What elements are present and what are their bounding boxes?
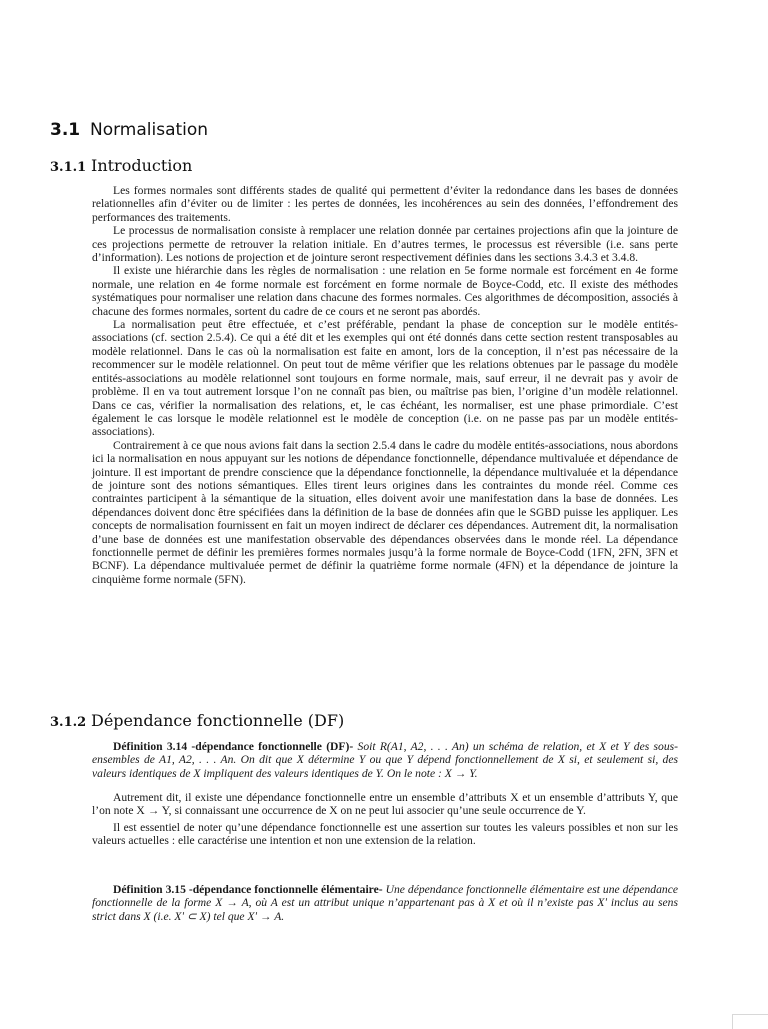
df-body <box>92 791 678 848</box>
definition-body: Soit R(A1, A2, . . . An) un schéma de relation, et X et Y des sous-ensembles de A1, A2, . . . An. On dit que X détermine Y ou que Y dépend fonctionnellement de X si, et seulement si, des valeurs identiques de X impliquent des valeurs identiques de Y. On le note : X → Y. <box>92 740 679 780</box>
paragraph: Il est essentiel de noter qu’une dépendance fonctionnelle est une assertion sur toutes les valeurs possibles et non sur les valeurs actuelles : elle caractérise une intention et non une extension de la relation. <box>92 820 678 848</box>
definition-text <box>92 883 678 923</box>
definition-3-15 <box>92 883 678 923</box>
subsection-number: 3.1.1 <box>50 160 87 175</box>
subsection-heading-df <box>50 711 344 730</box>
paragraph: Les formes normales sont différents stades de qualité qui permettent d’éviter la redondance dans les bases de données relationnelles afin d’éviter ou de limiter : les pertes de données, les incohérences au sein des données, l’effondrement des performances des traitements. <box>92 184 678 224</box>
paragraph: Il existe une hiérarchie dans les règles de normalisation : une relation en 5e forme normale est forcément en 4e forme normale, une relation en 4e forme normale est forcément en forme normale de Boyce-Codd, etc. Il existe des méthodes systématiques pour normaliser une relation dans chacune des formes normales. Ces algorithmes de décomposition, associés à chacune des formes normales, sortent du cadre de ce cours et ne seront pas abordés. <box>92 264 678 318</box>
definition-text <box>92 740 678 780</box>
section-title: Normalisation <box>90 120 209 140</box>
subsection-number: 3.1.2 <box>50 715 87 730</box>
subsection-title: Dépendance fonctionnelle (DF) <box>91 711 345 730</box>
section-number: 3.1 <box>50 120 81 140</box>
introduction-body <box>92 184 678 586</box>
definition-heading: Définition 3.15 -dépendance fonctionnelle élémentaire- <box>113 883 383 896</box>
page-corner-decoration <box>732 1014 768 1029</box>
paragraph: La normalisation peut être effectuée, et c’est préférable, pendant la phase de conception sur le modèle entités-associations (cf. section 2.5.4). Ce qui a été dit et les exemples qui ont été donnés dans cette section restent transposables au modèle relationnel. Dans le cas où la normalisation est faite en amont, lors de la conception, il n’est pas nécessaire de la recommencer sur le modèle relationnel. On peut tout de même vérifier que les relations obtenues par le passage du modèle entités-associations au modèle relationnel sont toujours en forme normale, mais, sauf erreur, il ne devrait pas y avoir de problème. Il en va tout autrement lorsque l’on ne connaît pas bien, ou maîtrise pas bien, l’origine d’un modèle relationnel. Dans ce cas, vérifier la normalisation des relations, et, le cas échéant, les normaliser, est une phase primordiale. C’est également le cas lorsque le modèle relationnel est le modèle de conception (i.e. on ne passe pas par un modèle entités-associations). <box>92 318 678 439</box>
paragraph: Contrairement à ce que nous avions fait dans la section 2.5.4 dans le cadre du modèle entités-associations, nous abordons ici la normalisation en nous appuyant sur les notions de dépendance fonctionnelle, dépendance multivaluée et dépendance de jointure. Il est important de prendre conscience que la dépendance fonctionnelle, la dépendance multivaluée et la dépendance de jointure sont des notions sémantiques. Elles tirent leurs origines dans les contraintes du monde réel. Comme ces contraintes participent à la sémantique de la situation, elles doivent avoir une manifestation dans la base de données. Les dépendances doivent donc être spécifiées dans la définition de la base de données afin que le SGBD puisse les appliquer. Les concepts de normalisation fournissent en fait un moyen indirect de déclarer ces dépendances. Autrement dit, la normalisation d’une base de données est une manifestation observable des dépendances observées dans le monde réel. La dépendance fonctionnelle permet de définir les premières formes normales jusqu’à la forme normale de Boyce-Codd (1FN, 2FN, 3FN et BCNF). La dépendance multivaluée permet de définir la quatrième forme normale (4FN) et la dépendance de jointure la cinquième forme normale (5FN). <box>92 438 678 586</box>
subsection-heading-introduction <box>50 156 192 175</box>
subsection-title: Introduction <box>91 156 193 175</box>
paragraph: Le processus de normalisation consiste à remplacer une relation donnée par certaines projections afin que la jointure de ces projections permette de retrouver la relation initiale. En d’autres termes, le processus est réversible (i.e. sans perte d’information). Les notions de projection et de jointure seront respectivement définies dans les sections 3.4.3 et 3.4.8. <box>92 224 678 265</box>
paragraph: Autrement dit, il existe une dépendance fonctionnelle entre un ensemble d’attributs X et un ensemble d’attributs Y, que l’on note X → Y, si connaissant une occurrence de X on ne peut lui associer qu’une seule occurrence de Y. <box>92 791 678 818</box>
section-heading <box>50 120 208 140</box>
definition-body: Une dépendance fonctionnelle élémentaire est une dépendance fonctionnelle de la forme X → A, où A est un attribut unique n’appartenant pas à X et où il n’existe pas Xʹ inclus au sens strict dans X (i.e. Xʹ ⊂ X) tel que Xʹ → A. <box>92 883 678 923</box>
definition-3-14 <box>92 740 678 780</box>
definition-heading: Définition 3.14 -dépendance fonctionnelle (DF)- <box>113 740 354 753</box>
